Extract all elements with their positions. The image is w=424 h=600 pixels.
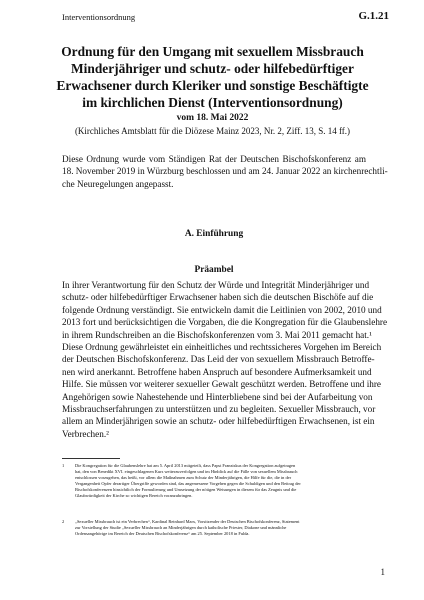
text-line: in ihrem Rundschreiben an die Bischofskonferenzen vom 3. Mai 2011 gemacht hat.¹ [62, 329, 372, 340]
text-line: folgende Ordnung verständigt. Sie entwickeln damit die Leitlinien von 2002, 2010 und [62, 304, 382, 315]
text-line: In ihrer Verantwortung für den Schutz der Würde und Integrität Minderjähriger und [62, 280, 370, 290]
text-line: 18. November 2019 in Würzburg beschlossen und am 24. Januar 2022 an kirchenrechtli- [62, 166, 388, 177]
footnote-text [75, 463, 366, 500]
text-line: nen wird anerkannt. Betroffene haben Anspruch auf besondere Aufmerksamkeit und [62, 366, 372, 377]
page-number: 1 [380, 567, 385, 577]
document-code: G.1.21 [358, 10, 389, 22]
text-line: Missbrauchserfahrungen zu unterstützen und zu begleiten. Sexueller Missbrauch, vor [62, 404, 376, 415]
footnote-line: Ordensangehörige im Bereich der Deutschen Bischofskonferenz“ am 25. September 2018 in Fulda. [75, 531, 250, 537]
text-line: Diese Ordnung gewährleistet ein einheitliches und rechtssicheres Vorgehen im Bereich [62, 342, 382, 353]
text-line: schutz- oder hilfebedürftiger Erwachsener haben sich die deutschen Bischöfe auf die [62, 292, 374, 303]
document-source: (Kirchliches Amtsblatt für die Diözese Mainz 2023, Nr. 2, Ziff. 13, S. 14 ff.) [74, 126, 351, 136]
footnote-line: Bischofskonferenzen hinsichtlich der Formulierung und Umsetzung der nötigen Weisungen in diesem für das Zeugnis und die [75, 487, 297, 493]
title-line: im kirchlichen Dienst (Interventionsordnung) [82, 95, 343, 110]
title-line: Minderjähriger und schutz- oder hilfebedürftiger [71, 61, 354, 76]
intro-paragraph [62, 153, 388, 190]
preamble-paragraph [62, 279, 388, 440]
running-header-title: Interventionsordnung [62, 12, 136, 22]
subsection-heading: Präambel [194, 265, 234, 275]
text-line: allem an Minderjährigen sowie an schutz- oder hilfebedürftigen Erwachsenen, ist ein [62, 416, 375, 427]
footnote-line: Vergangenheit Opfer derartiger Übergriffe geworden sind, das angemessene Vorgehen gegen die Schuldigen und den Beitrag der [75, 481, 301, 487]
text-line: der Deutschen Bischofskonferenz. Das Leid der von sexuellem Missbrauch Betroffe- [62, 354, 375, 365]
footnote-separator [62, 458, 120, 459]
footnote-text [75, 519, 366, 537]
text-line: Verbrechen.² [62, 428, 109, 439]
footnote-number: 2 [62, 519, 65, 524]
footnote-number: 1 [62, 463, 65, 468]
text-line: Diese Ordnung wurde vom Ständigen Rat der Deutschen Bischofskonferenz am [62, 154, 366, 164]
footnote-line: hat, den von Benedikt XVI. eingeschlagenen Kurs weiterzuverfolgen und im Hinblick auf die Fälle von sexuellem Missbrauch [75, 469, 298, 475]
document-title [40, 43, 385, 111]
text-line: Hilfe. Sie müssen vor weiterer sexueller Gewalt geschützt werden. Betroffene und ihre [62, 379, 381, 390]
footnote-line: zur Vorstellung der Studie „Sexueller Missbrauch an Minderjährigen durch katholische Priester, Diakone und männliche [75, 525, 287, 531]
title-line: Ordnung für den Umgang mit sexuellem Missbrauch [61, 44, 364, 59]
title-line: Erwachsener durch Kleriker und sonstige Beschäftigte [56, 78, 369, 93]
document-date: vom 18. Mai 2022 [176, 113, 249, 123]
footnote-line: entschlossen vorzugehen, das heißt, vor allem die Maßnahmen zum Schutz der Minderjährigen, die Hilfe für die, die in der [75, 475, 292, 481]
text-line: Angehörigen sowie Nahestehende und Hinterbliebene sind bei der Aufarbeitung von [62, 391, 373, 402]
text-line: 2013 fort und berücksichtigen die Vorgaben, die die Kongregation für die Glaubenslehre [62, 317, 388, 328]
footnote-line: „Sexueller Missbrauch ist ein Verbrechen“, Kardinal Reinhard Marx, Vorsitzender der Deutschen Bischofskonferenz, Statement [75, 519, 300, 524]
section-heading: A. Einführung [184, 229, 244, 239]
footnote-line: Die Kongregation für die Glaubenslehre hat am 5. April 2013 mitgeteilt, dass Papst Franziskus der Kongregation aufgetragen [75, 463, 296, 468]
footnote-line: Glaubwürdigkeit der Kirche so wichtigen Bereich voranzubringen. [75, 493, 193, 499]
text-line: che Neuregelungen angepasst. [62, 178, 174, 189]
